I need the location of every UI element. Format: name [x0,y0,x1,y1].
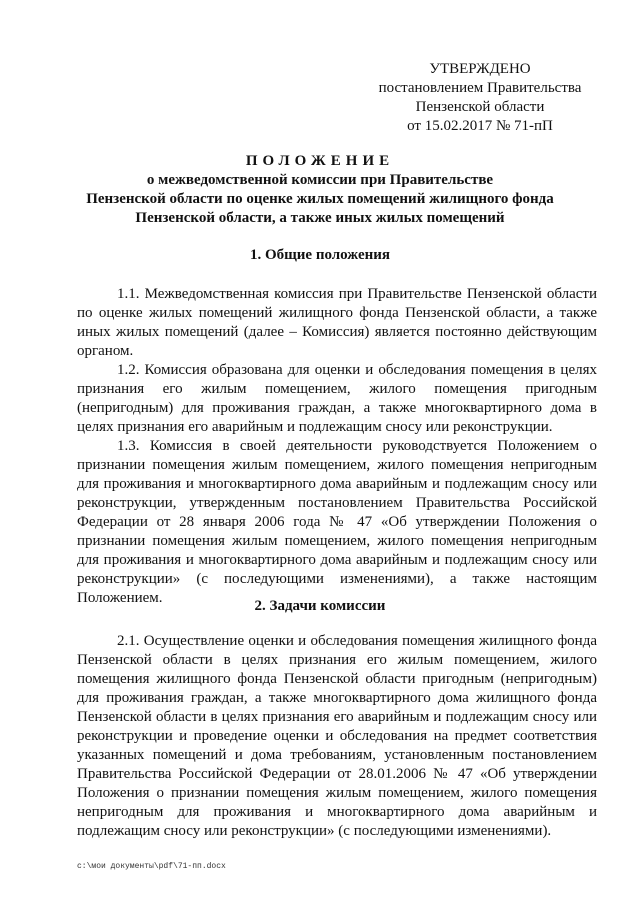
approval-authority: постановлением Правительства [378,80,582,96]
approval-stamp [360,60,600,136]
title-line-3: Пензенской области, а также иных жилых помещений [135,210,505,226]
title-line-1: о межведомственной комиссии при Правительстве [146,172,494,188]
approval-region: Пензенской области [415,99,545,115]
section-1-heading: 1. Общие положения [249,247,391,263]
paragraph-1-1: 1.1. Межведомственная комиссия при Правительстве Пензенской области по оценке жилых помещений жилищного фонда Пензенской области, а также иных жилых помещений (далее – Комиссия) является постоянно действующим органом. [77,286,597,359]
paragraph-2-1: 2.1. Осуществление оценки и обследования помещения жилищного фонда Пензенской области в целях признания его жилым помещением, жилого помещения жилищного фонда Пензенской области пригодным (непригодным) для проживания граждан, а также многоквартирного дома жилищного фонда Пензенской области в целях признания его аварийным и подлежащим сносу или реконструкции и проведение оценки и обследования на предмет соответствия указанных помещений и дома требованиям, установленным постановлением Правительства Российской Федерации от 28.01.2006 № 47 «Об утверждении Положения о признании помещения жилым помещением, жилого помещения непригодным для проживания и многоквартирного дома аварийным и подлежащим сносу или реконструкции» (с последующими изменениями). [77,633,597,839]
file-path-footer: c:\мои документы\pdf\71-пп.docx [77,862,226,871]
section-2-body [77,632,597,841]
title-word: ПОЛОЖЕНИЕ [245,153,395,169]
section-1-body [77,285,597,608]
approval-label: УТВЕРЖДЕНО [429,61,531,77]
document-title [60,152,580,228]
title-line-2: Пензенской области по оценке жилых помещений жилищного фонда [86,191,554,207]
approval-date-number: от 15.02.2017 № 71-пП [407,118,553,134]
paragraph-1-2: 1.2. Комиссия образована для оценки и обследования помещения в целях признания его жилым помещением, жилого помещения пригодным (непригодным) для проживания граждан, а также многоквартирного дома в целях признания его аварийным и подлежащим сносу или реконструкции. [77,362,597,435]
section-2-heading: 2. Задачи комиссии [254,598,386,614]
paragraph-1-3: 1.3. Комиссия в своей деятельности руководствуется Положением о признании помещения жилым помещением, жилого помещения непригодным для проживания и многоквартирного дома аварийным и подлежащим сносу или реконструкции, утвержденным постановлением Правительства Российской Федерации от 28 января 2006 года № 47 «Об утверждении Положения о признании помещения жилым помещением, жилого помещения непригодным для проживания и многоквартирного дома аварийным и подлежащим сносу или реконструкции» (с последующими изменениями), а также настоящим Положением. [77,438,597,606]
